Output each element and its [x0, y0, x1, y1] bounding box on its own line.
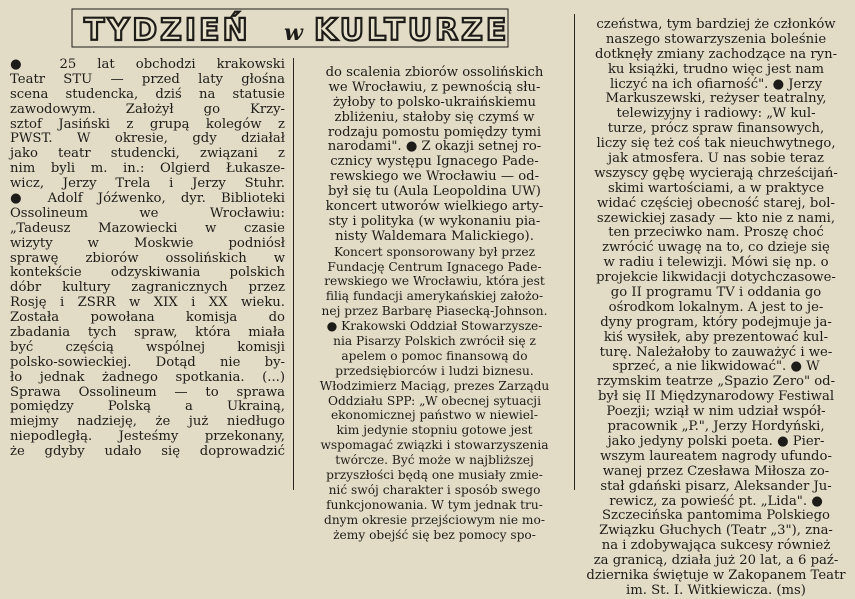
- col1-line: pomiędzy Polską a Ukrainą,: [10, 399, 285, 415]
- col2-line: twórcze. Być może w najbliższej: [335, 453, 534, 468]
- col1-line: być częścią wspólnej komisji: [10, 339, 285, 355]
- col3-line: rzymskim teatrze „Spazio Zero" od-: [596, 374, 836, 390]
- col1-line: sztof Jasiński z grupą kolegów z: [10, 116, 285, 132]
- col3-line: zwrócić uwagę na to, co dzieje się: [602, 240, 830, 256]
- col3-line: rewicz, za powieść pt. „Lida". ●: [609, 493, 823, 509]
- col3-line: jak atmosfera. U nas sobie teraz: [608, 151, 824, 167]
- col1-line: polsko-sowieckiej. Dotąd nie by-: [10, 354, 285, 370]
- masthead-title-left: TYDZIEŃ: [84, 13, 251, 48]
- col1-line: Ossolineum we Wrocławiu:: [10, 205, 285, 221]
- col3-line: szewickiej zasady — kto nie z nami,: [596, 210, 836, 226]
- col3-line: projekcie likwidacji dotychczasowe-: [596, 270, 836, 286]
- col2-line: nić swój charakter i sposób swego: [328, 482, 541, 497]
- col1-line: „Tadeusz Mazowiecki w czasie: [10, 220, 285, 236]
- col3-line: go II programu TV i oddania go: [610, 285, 822, 301]
- col2-line: cznicy występu Ignacego Pade-: [330, 154, 539, 170]
- col3-line: turze, prócz spraw finansowych,: [607, 121, 825, 137]
- col2-line: przedsiębiorców i ludzi biznesu.: [335, 363, 534, 378]
- col3-line: na i zdobywająca sukcesy również: [601, 538, 831, 554]
- column-rule-1: [293, 58, 294, 490]
- col3-line: dyny program, który podejmuje ja-: [600, 314, 832, 330]
- col3-line: ośrodkom lokalnym. A jest to je-: [608, 299, 824, 315]
- col1-line: ● 25 lat obchodzi krakowski: [10, 57, 285, 72]
- column-3: [580, 18, 852, 599]
- col2-line: nej przez Barbarę Piasecką-Johnson.: [321, 304, 548, 319]
- masthead-title-right: KULTURZE: [314, 13, 510, 48]
- col3-line: jako jedyny polski poeta. ● Pier-: [607, 433, 825, 449]
- col3-line: liczy się też coś tak nieuchwytnego,: [596, 136, 836, 152]
- col3-line: widać częściej obecność starej, bol-: [597, 195, 835, 211]
- col2-line: kim jedynie stopniu gotowe jest: [336, 423, 533, 438]
- col2-line: przyszłości będą one musiały zmie-: [326, 468, 543, 483]
- col1-line: scena studencka, dziś na statusie: [10, 86, 285, 102]
- col3-line: za granicą, działa już 20 lat, a 6 paź-: [593, 553, 839, 569]
- col1-line: PWST. W okresie, gdy działał: [10, 131, 285, 147]
- col1-line: wizyty w Moskwie podniósł: [10, 235, 285, 251]
- col2-line: rewskiego we Wrocławiu — od-: [329, 169, 540, 185]
- col3-line: ten przeciwko nam. Proszę choć: [608, 225, 824, 241]
- col3-line: stał gdański pisarz, Aleksander Ju-: [600, 478, 832, 494]
- col2-line: apelem o pomoc finansową do: [341, 348, 528, 363]
- col2-line: filią fundacji amerykańskiej założo-: [325, 289, 544, 304]
- col3-line: Szczecińska pantomima Polskiego: [601, 508, 830, 524]
- col2-line: Fundację Centrum Ignacego Pade-: [327, 259, 542, 274]
- col2-line: żyłoby to polsko-ukraińskiemu: [332, 94, 537, 110]
- col3-line: w radiu i telewizji. Mówi się np. o: [603, 255, 829, 271]
- col3-line: turę. Należałoby to zauważyć i we-: [599, 344, 833, 360]
- col3-line: dotknęły zmiany zachodzące na ryn-: [594, 46, 838, 62]
- col2-line: koncert utworów wielkiego arty-: [325, 199, 544, 215]
- col2-line: funkcjonowania. W tym jednak tru-: [326, 497, 543, 512]
- col1-line: wicz, Jerzy Trela i Jerzy Stuhr.: [10, 176, 285, 192]
- section-masthead: [70, 5, 510, 51]
- column-2: [301, 66, 568, 543]
- col3-line: sprzeć, a nie likwidować". ● W: [612, 359, 820, 375]
- col2-line: ● Krakowski Oddział Stowarzysze-: [326, 319, 543, 334]
- col3-line: naszego stowarzyszenia boleśnie: [605, 31, 827, 47]
- col3-line: kiś wysiłek, aby prezentować kul-: [603, 329, 829, 345]
- col3-line: liczyć na ich ofiarność". ● Jerzy: [609, 76, 823, 92]
- col1-line: Rosję i ZSRR w XIX i XX wieku.: [10, 295, 285, 311]
- col3-line: wszyscy gębę wycierają chrześcijań-: [594, 165, 838, 181]
- col2-line: Oddziału SPP: „W obecnej sytuacji: [328, 393, 541, 408]
- col3-line: wszym laureatem nagrody ufundo-: [600, 448, 832, 464]
- col1-line: ● Adolf Jóźwenko, dyr. Biblioteki: [10, 191, 285, 207]
- col3-line: skimi wartościami, a w praktyce: [608, 180, 824, 196]
- col1-line: niepodległą. Jesteśmy przekonany,: [10, 429, 285, 445]
- col2-line: wspomagać związki i stowarzyszenia: [320, 438, 549, 453]
- column-rule-2: [574, 14, 575, 490]
- col1-line: zbadania tych spraw, która miała: [10, 325, 285, 341]
- col2-line: rodzaju pomostu pomiędzy tymi: [327, 124, 542, 140]
- col1-line: zawodowym. Założył go Krzy-: [10, 101, 285, 117]
- col2-line: rewskiego we Wrocławiu, która jest: [324, 274, 545, 289]
- col2-line: dnym okresie przejściowym nie mo-: [324, 512, 545, 527]
- col1-line: Sprawa Ossolineum — to sprawa: [10, 384, 285, 400]
- column-1: [10, 58, 285, 460]
- col2-line: Włodzimierz Maciąg, prezes Zarządu: [319, 378, 550, 393]
- col2-line: we Wrocławiu, z pewnością słu-: [328, 79, 541, 95]
- col2-line: nisty Waldemara Malickiego).: [335, 228, 534, 244]
- col3-line: Związku Głuchych (Teatr „3"), zna-: [599, 523, 833, 539]
- col3-line: wanej przez Czesława Miłosza zo-: [602, 463, 830, 479]
- col3-line: ku książki, trudno więc jest nam: [607, 61, 825, 77]
- col2-line: do scalenia zbiorów ossolińskich: [325, 65, 544, 80]
- col2-line: Koncert sponsorowany był przez: [333, 244, 536, 259]
- col1-line: Została powołana komisja do: [10, 310, 285, 326]
- col3-line: pracownik „P.", Jerzy Hordyński,: [607, 419, 825, 435]
- col3-line: był się II Międzynarodowy Festiwal: [597, 389, 835, 405]
- col1-line: że gdyby udało się doprowadzić: [10, 444, 285, 460]
- masthead-lettering: [70, 5, 510, 51]
- col1-line: dóbr kultury zagranicznych przez: [10, 280, 285, 296]
- col3-line: dziernika świętuje w Zakopanem Teatr: [586, 567, 846, 583]
- col1-line: nim byli m. in.: Olgierd Łukasze-: [10, 161, 285, 177]
- col1-line: miejmy nadzieję, że już niedługo: [10, 414, 285, 430]
- col2-line: nia Pisarzy Polskich zwrócił się z: [333, 334, 536, 349]
- col1-line: sprawę zbiorów ossolińskich w: [10, 250, 285, 266]
- col3-line: im. St. I. Witkiewicza. (ms): [626, 582, 806, 598]
- col2-line: był się tu (Aula Leopoldina UW): [328, 184, 541, 200]
- col2-line: ekonomicznej państwo w niewiel-: [330, 408, 539, 423]
- col2-line: narodami". ● Z okazji setnej ro-: [327, 139, 542, 155]
- col1-line: Teatr STU — przed laty głośna: [10, 71, 285, 87]
- col3-line: Poezji; wziął w nim udział współ-: [606, 404, 826, 420]
- col3-line: Markuszewski, reżyser teatralny,: [605, 91, 827, 107]
- col1-line: kontekście odzyskiwania polskich: [10, 265, 285, 281]
- col1-line: ło jednak żadnego spotkania. (...): [10, 369, 285, 385]
- masthead-title-w: w: [284, 20, 303, 46]
- col2-line: żemy obejść się bez pomocy spo-: [333, 527, 536, 542]
- col1-line: jako teatr studencki, związani z: [10, 146, 285, 162]
- col2-line: zbliżeniu, stałoby się czymś w: [334, 109, 535, 125]
- col3-line: telewizyjny i radiowy: „W kul-: [616, 106, 816, 122]
- col2-line: sty i polityka (w wykonaniu pia-: [328, 213, 541, 229]
- col3-line: czeństwa, tym bardziej że członków: [596, 17, 836, 32]
